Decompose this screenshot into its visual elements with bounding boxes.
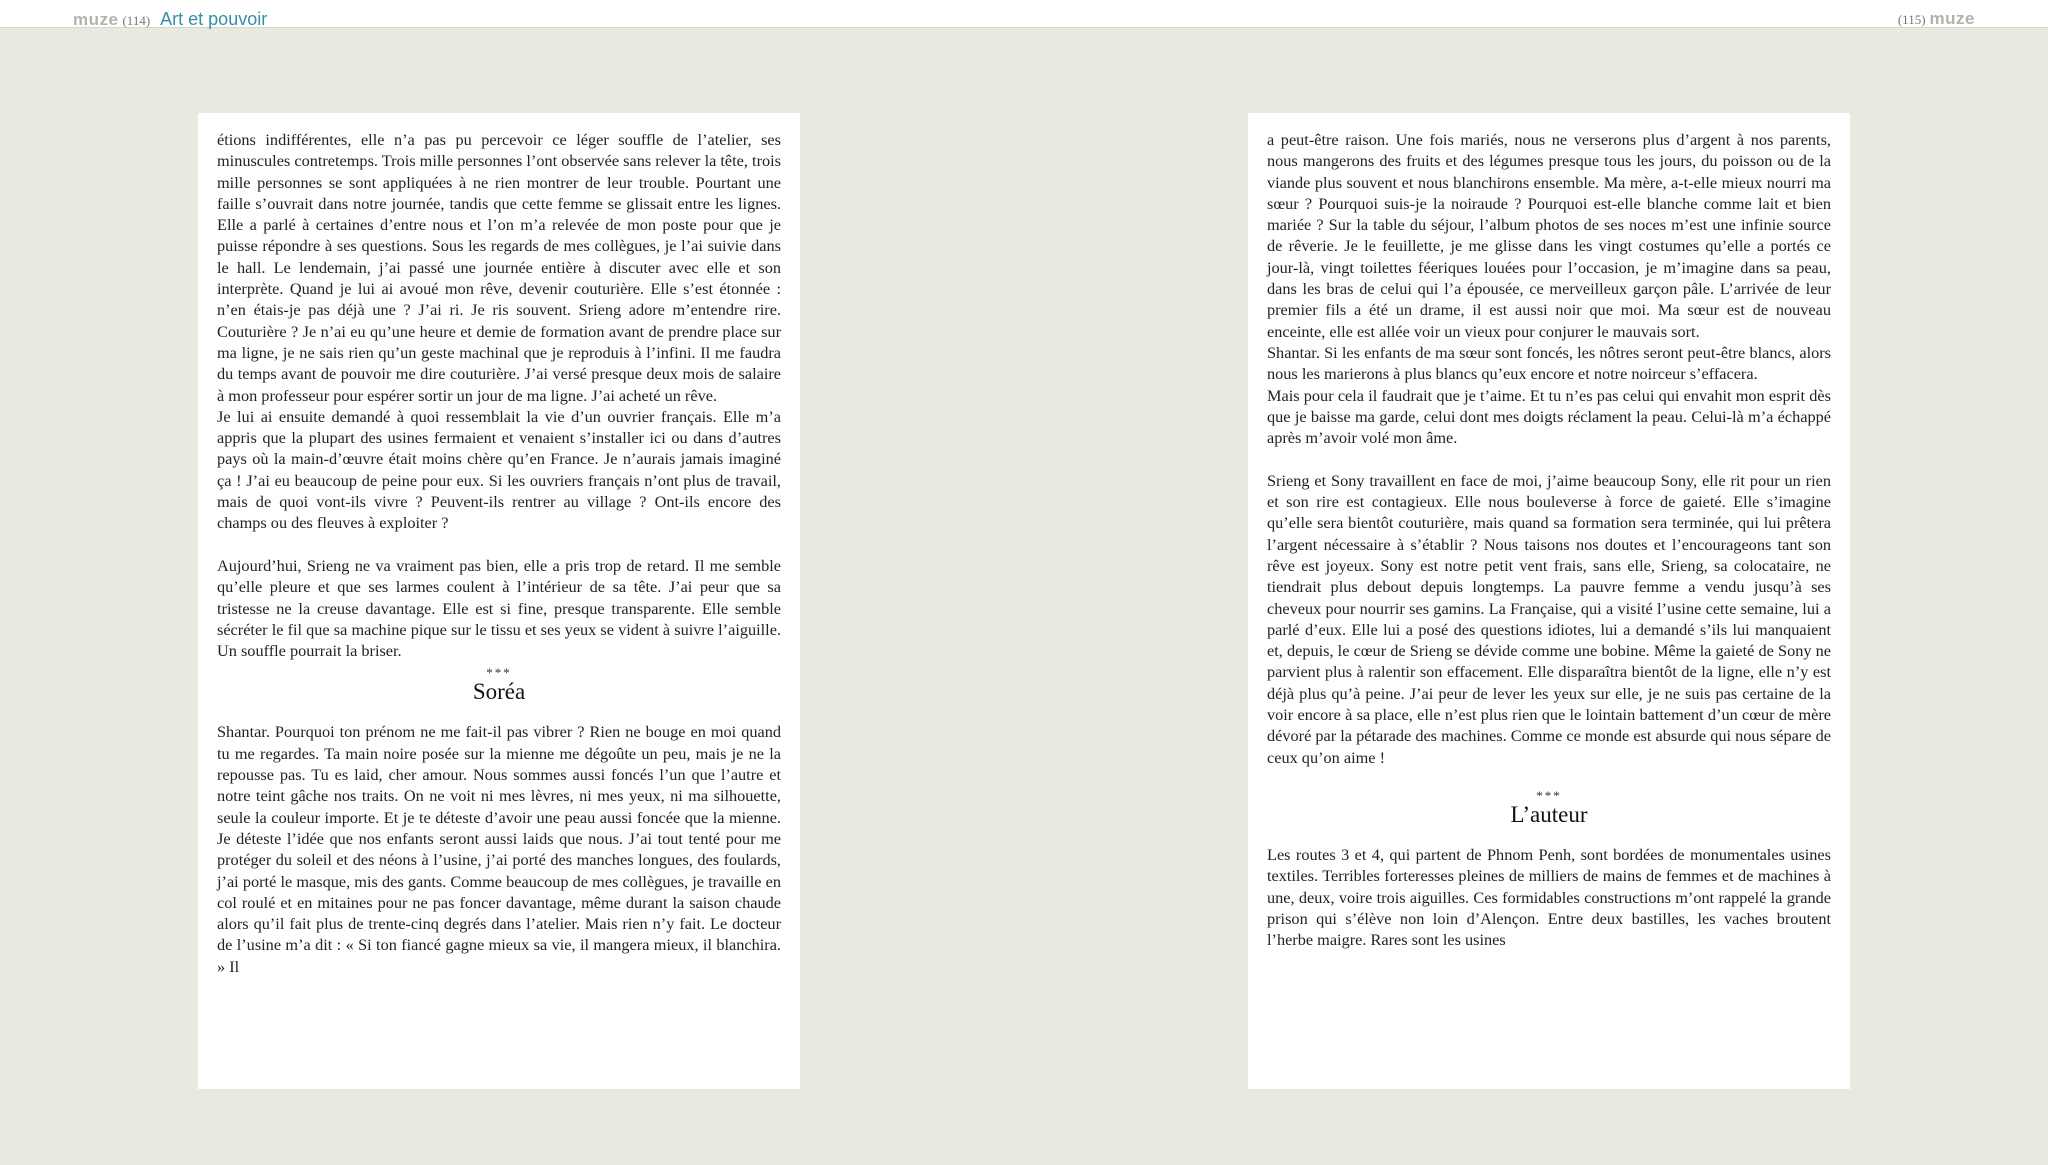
paragraph: Srieng et Sony travaillent en face de moi, j’aime beaucoup Sony, elle rit pour un rien et son rire est contagieux. Elle nous bouleverse à force de gaieté. Elle s’imagine qu’elle sera bientôt couturière, mais quand sa formation sera terminée, qui lui prêtera l’argent nécessaire à s’établir ? Nous taisons nos doutes et l’encourageons tant son rêve est joyeux. Sony est notre petit vent frais, sans elle, Srieng, sa colocataire, ne tiendrait plus debout depuis longtemps. La pauvre femme a vendu jusqu’à ses cheveux pour nourrir ses gamins. La Française, qui a visité l’usine cette semaine, lui a parlé d’eux. Elle lui a posé des questions idiotes, lui a demandé s’ils lui manquaient et, depuis, le cœur de Srieng se dévide comme une bobine. Même la gaieté de Sony ne parvient plus à ralentir son effacement. Elle disparaîtra bientôt de la ligne, elle n’y est déjà plus qu’à peine. J’ai peur de lever les yeux sur elle, je ne suis pas certaine de la voir encore à sa place, elle n’est plus rien que le lointain battement d’un cœur de mère dévoré par la pétarade des machines. Comme ce monde est absurde qui nous sépare de ceux qu’on aime !	[1267, 470, 1831, 767]
right-page	[1248, 113, 1850, 1089]
section-heading: L’auteur	[1510, 801, 1588, 827]
magazine-logo: muze	[73, 10, 119, 29]
paragraph-gap	[217, 534, 781, 555]
page-number: (115)	[1897, 12, 1926, 27]
top-header-bar	[0, 0, 2048, 28]
section-separator: ***	[1536, 787, 1562, 803]
paragraph: Aujourd’hui, Srieng ne va vraiment pas bien, elle a pris trop de retard. Il me semble qu’elle pleure et que ses larmes coulent à l’intérieur de sa tête. J’ai peur que sa tristesse ne la creuse davantage. Elle est si fine, presque transparente. Elle semble sécréter le fil que sa machine pique sur le tissu et ses yeux se vident à suivre l’aiguille. Un souffle pourrait la briser.	[217, 555, 781, 661]
paragraph-gap	[1267, 448, 1831, 469]
paragraph: Je lui ai ensuite demandé à quoi ressemblait la vie d’un ouvrier français. Elle m’a appris que la plupart des usines fermaient et venaient s’installer ici ou dans d’autres pays où la main-d’œuvre était moins chère qu’en France. Je n’aurais jamais imaginé ça ! J’ai eu beaucoup de peine pour eux. Si les ouvriers français n’ont plus de travail, mais de quoi vont-ils vivre ? Peuvent-ils rentrer au village ? Ont-ils encore des champs ou des fleuves à exploiter ?	[217, 406, 781, 533]
header-left	[73, 9, 267, 30]
header-right	[1894, 9, 1975, 29]
paragraph: Mais pour cela il faudrait que je t’aime. Et tu n’es pas celui qui envahit mon esprit dès que je baisse ma garde, celui dont mes doigts réclament la peau. Celui-là m’a échappé après m’avoir volé mon âme.	[1267, 385, 1831, 448]
page-number: (114)	[122, 13, 151, 28]
paragraph: Les routes 3 et 4, qui partent de Phnom Penh, sont bordées de monumentales usines textiles. Terribles forteresses pleines de milliers de mains de femmes et de machines à une, deux, voire trois aiguilles. Ces formidables constructions m’ont rappelé la grande prison qui s’élève non loin d’Alençon. Entre deux bastilles, les vaches broutent l’herbe maigre. Rares sont les usines	[1267, 844, 1831, 950]
paragraph: étions indifférentes, elle n’a pas pu percevoir ce léger souffle de l’atelier, ses minuscules contretemps. Trois mille personnes l’ont observée sans relever la tête, trois mille personnes se sont appliquées à ne rien montrer de leur trouble. Pourtant une faille s’ouvrait dans notre journée, tandis que cette femme se glissait entre les lignes. Elle a parlé à certaines d’entre nous et l’on m’a relevée de mon poste pour que je puisse répondre à ses questions. Sous les regards de mes collègues, je l’ai suivie dans le hall. Le lendemain, j’ai passé une journée entière à discuter avec elle et son interprète. Quand je lui ai avoué mon rêve, devenir couturière. Elle s’est étonnée : n’en étais-je pas déjà une ? J’ai ri. Je ris souvent. Srieng adore m’entendre rire. Couturière ? Je n’ai eu qu’une heure et demie de formation avant de prendre place sur ma ligne, je ne sais rien qu’un geste machinal que je reproduis à l’infini. Il me faudra du temps avant de pouvoir me dire couturière. J’ai versé presque deux mois de salaire à mon professeur pour espérer sortir un jour de ma ligne. J’ai acheté un rêve.	[217, 130, 781, 405]
section-title: Art et pouvoir	[160, 9, 268, 29]
section-heading: Soréa	[472, 679, 526, 705]
paragraph: Shantar. Si les enfants de ma sœur sont foncés, les nôtres seront peut-être blancs, alors nous les marierons à plus blancs qu’eux encore et notre noirceur s’effacera.	[1267, 342, 1831, 384]
paragraph: Shantar. Pourquoi ton prénom ne me fait-il pas vibrer ? Rien ne bouge en moi quand tu me regardes. Ta main noire posée sur la mienne me dégoûte un peu, mais je ne la repousse pas. Tu es laid, cher amour. Nous sommes aussi foncés l’un que l’autre et notre teint gâche nos traits. On ne voit ni mes lèvres, ni mes yeux, ni ma silhouette, seule la couleur importe. Et je te déteste d’avoir une peau aussi foncée que la mienne. Je déteste l’idée que nos enfants seront aussi laids que nous. J’ai tout tenté pour me protéger du soleil et des néons à l’usine, j’ai porté des manches longues, des foulards, j’ai porté le masque, mis des gants. Comme beaucoup de mes collègues, je travaille en col roulé et en mitaines pour ne pas foncer davantage, même durant la saison chaude alors qu’il fait plus de trente-cinq degrés dans l’atelier. Mais rien n’y fait. Le docteur de l’usine m’a dit : « Si ton fiancé gagne mieux sa vie, il mangera mieux, il blanchira. » Il	[217, 722, 781, 976]
section-separator: ***	[486, 665, 512, 681]
left-page	[198, 113, 800, 1089]
magazine-logo: muze	[1929, 9, 1975, 28]
paragraph: a peut-être raison. Une fois mariés, nous ne verserons plus d’argent à nos parents, nous mangerons des fruits et des légumes presque tous les jours, du poisson ou de la viande plus souvent et nous blanchirons ensemble. Ma mère, a-t-elle mieux nourri ma sœur ? Pourquoi suis-je la noiraude ? Pourquoi est-elle blanche comme lait et bien mariée ? Sur la table du séjour, l’album photos de ses noces m’est une infinie source de rêverie. Je le feuillette, je me glisse dans les vingt costumes qu’elle a portés ce jour-là, vingt toilettes féeriques louées pour l’occasion, je m’imagine dans sa peau, dans les bras de celui qui l’a épousée, ce merveilleux garçon pâle. L’arrivée de leur premier fils a été un drame, il est aussi noir que moi. Ma sœur est de nouveau enceinte, elle est allée voir un vieux pour conjurer le mauvais sort.	[1267, 130, 1831, 341]
